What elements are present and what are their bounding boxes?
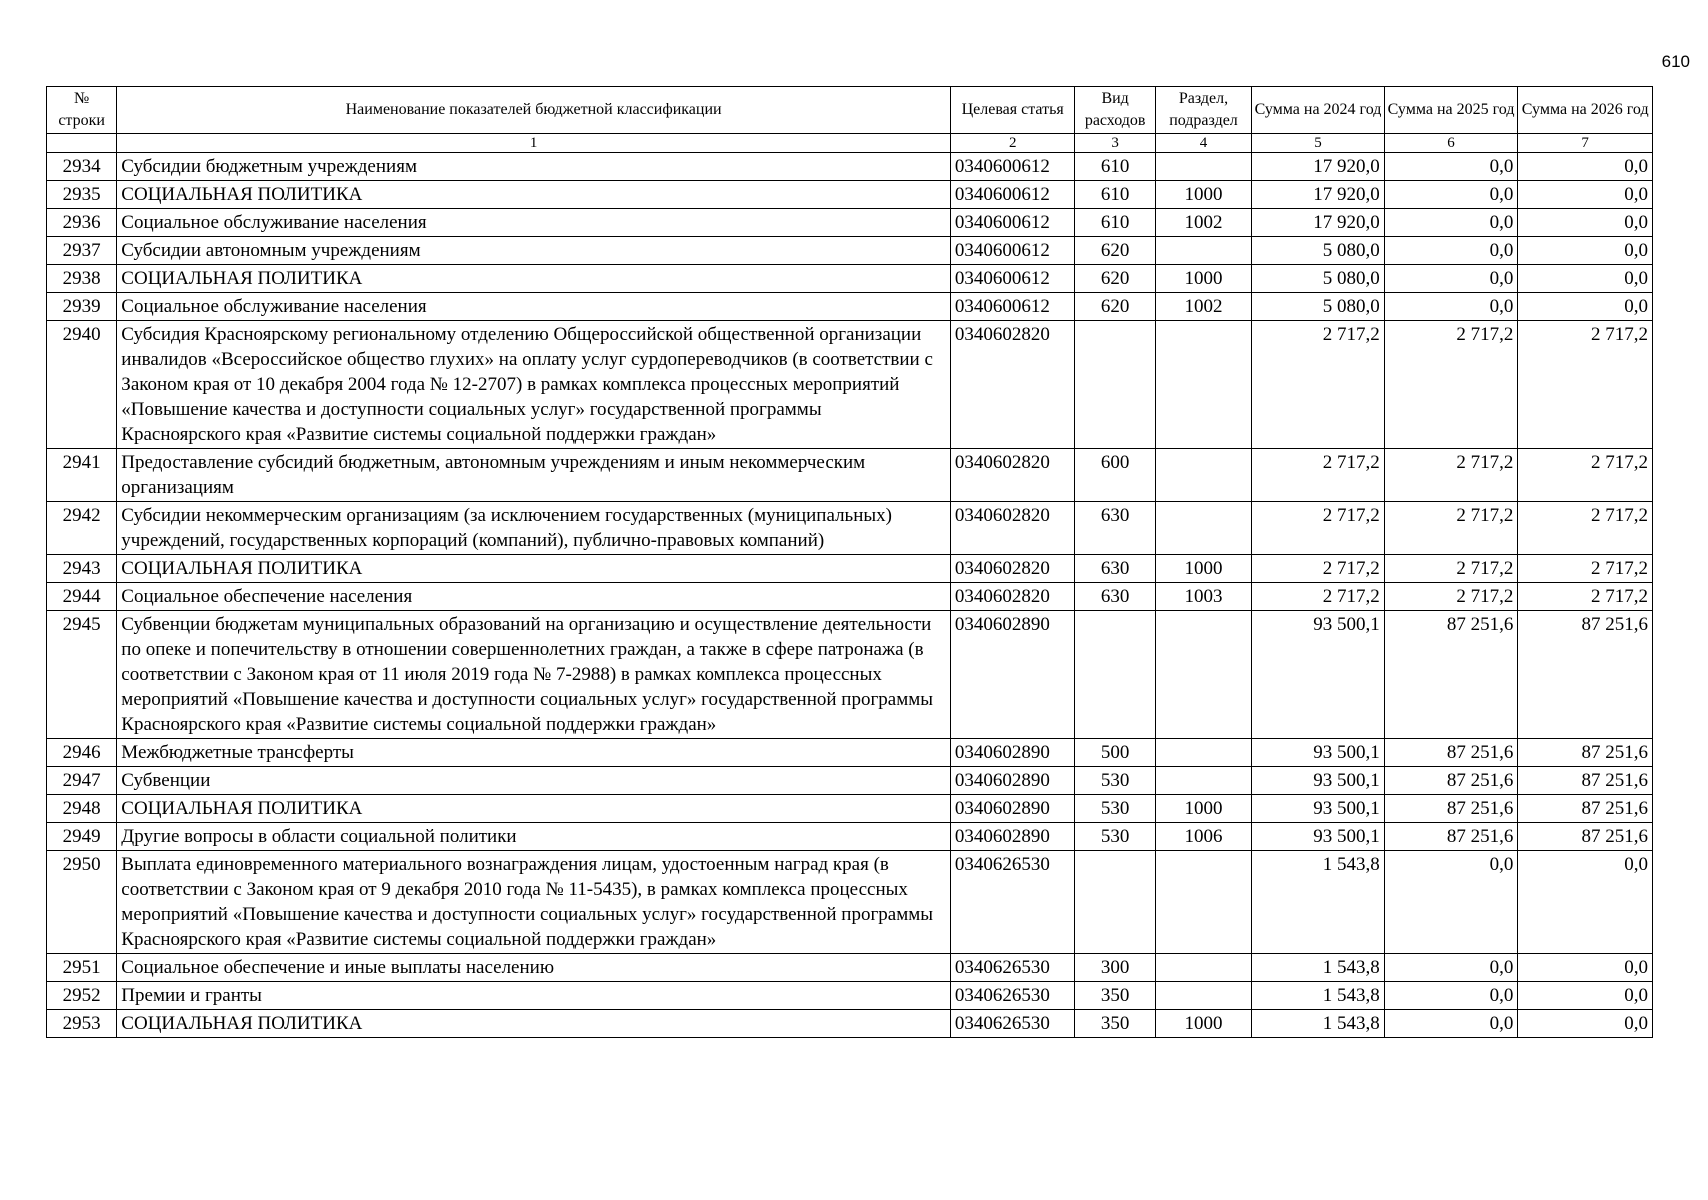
sum-2025: 87 251,6 xyxy=(1384,823,1518,851)
expense-type: 610 xyxy=(1075,209,1155,237)
sum-2025: 2 717,2 xyxy=(1384,583,1518,611)
sum-2025: 87 251,6 xyxy=(1384,611,1518,739)
sum-2024: 5 080,0 xyxy=(1252,237,1385,265)
target-article: 0340602890 xyxy=(950,767,1075,795)
expense-type: 630 xyxy=(1075,502,1155,555)
row-number: 2940 xyxy=(47,321,117,449)
indicator-name: Предоставление субсидий бюджетным, автономным учреждениям и иным некоммерческим организациям xyxy=(117,449,951,502)
table-row xyxy=(47,265,1653,293)
column-number: 2 xyxy=(950,134,1075,153)
target-article: 0340602890 xyxy=(950,611,1075,739)
indicator-name: Субсидия Красноярскому региональному отделению Общероссийской общественной организации инвалидов «Всероссийское общество глухих» на оплату услуг сурдопереводчиков (в соответствии с Законом края от 10 декабря 2004 года № 12-2707) в рамках комплекса процессных мероприятий «Повышение качества и доступности социальных услуг» государственной программы Красноярского края «Развитие системы социальной поддержки граждан» xyxy=(117,321,951,449)
sum-2026: 2 717,2 xyxy=(1518,449,1653,502)
sum-2025: 0,0 xyxy=(1384,982,1518,1010)
section-code: 1000 xyxy=(1155,265,1251,293)
sum-2025: 0,0 xyxy=(1384,851,1518,954)
expense-type: 620 xyxy=(1075,237,1155,265)
section-code xyxy=(1155,611,1251,739)
expense-type: 620 xyxy=(1075,265,1155,293)
expense-type: 350 xyxy=(1075,1010,1155,1038)
sum-2026: 0,0 xyxy=(1518,851,1653,954)
expense-type: 610 xyxy=(1075,181,1155,209)
sum-2024: 2 717,2 xyxy=(1252,321,1385,449)
table-row xyxy=(47,293,1653,321)
header-name: Наименование показателей бюджетной классификации xyxy=(117,87,951,134)
section-code xyxy=(1155,237,1251,265)
header-sum-2024: Сумма на 2024 год xyxy=(1252,87,1385,134)
sum-2026: 87 251,6 xyxy=(1518,823,1653,851)
sum-2026: 2 717,2 xyxy=(1518,583,1653,611)
section-code xyxy=(1155,321,1251,449)
section-code xyxy=(1155,502,1251,555)
sum-2025: 0,0 xyxy=(1384,237,1518,265)
table-row xyxy=(47,1010,1653,1038)
table-row xyxy=(47,181,1653,209)
indicator-name: Субвенции бюджетам муниципальных образований на организацию и осуществление деятельности по опеке и попечительству в отношении совершеннолетних граждан, а также в сфере патронажа (в соответствии с Законом края от 11 июля 2019 года № 7-2988) в рамках комплекса процессных мероприятий «Повышение качества и доступности социальных услуг» государственной программы Красноярского края «Развитие системы социальной поддержки граждан» xyxy=(117,611,951,739)
table-row xyxy=(47,555,1653,583)
target-article: 0340600612 xyxy=(950,209,1075,237)
row-number: 2946 xyxy=(47,739,117,767)
indicator-name: Социальное обеспечение населения xyxy=(117,583,951,611)
sum-2026: 0,0 xyxy=(1518,181,1653,209)
row-number: 2951 xyxy=(47,954,117,982)
sum-2024: 5 080,0 xyxy=(1252,293,1385,321)
sum-2024: 5 080,0 xyxy=(1252,265,1385,293)
sum-2026: 2 717,2 xyxy=(1518,555,1653,583)
section-code: 1000 xyxy=(1155,1010,1251,1038)
header-row xyxy=(47,87,1653,134)
row-number: 2943 xyxy=(47,555,117,583)
row-number: 2953 xyxy=(47,1010,117,1038)
budget-table xyxy=(46,86,1653,1038)
indicator-name: СОЦИАЛЬНАЯ ПОЛИТИКА xyxy=(117,795,951,823)
sum-2026: 0,0 xyxy=(1518,982,1653,1010)
sum-2025: 0,0 xyxy=(1384,954,1518,982)
table-row xyxy=(47,823,1653,851)
indicator-name: СОЦИАЛЬНАЯ ПОЛИТИКА xyxy=(117,555,951,583)
sum-2026: 87 251,6 xyxy=(1518,795,1653,823)
expense-type xyxy=(1075,851,1155,954)
row-number: 2936 xyxy=(47,209,117,237)
sum-2024: 2 717,2 xyxy=(1252,555,1385,583)
section-code: 1002 xyxy=(1155,293,1251,321)
row-number: 2952 xyxy=(47,982,117,1010)
table-row xyxy=(47,767,1653,795)
target-article: 0340602820 xyxy=(950,321,1075,449)
section-code xyxy=(1155,449,1251,502)
section-code: 1000 xyxy=(1155,181,1251,209)
target-article: 0340600612 xyxy=(950,265,1075,293)
row-number: 2937 xyxy=(47,237,117,265)
sum-2025: 87 251,6 xyxy=(1384,739,1518,767)
indicator-name: Межбюджетные трансферты xyxy=(117,739,951,767)
table-row xyxy=(47,321,1653,449)
table-header xyxy=(47,87,1653,153)
sum-2026: 0,0 xyxy=(1518,209,1653,237)
section-code xyxy=(1155,982,1251,1010)
target-article: 0340600612 xyxy=(950,293,1075,321)
sum-2026: 87 251,6 xyxy=(1518,767,1653,795)
sum-2026: 0,0 xyxy=(1518,153,1653,181)
sum-2024: 93 500,1 xyxy=(1252,795,1385,823)
page-number: 610 xyxy=(1661,52,1690,71)
sum-2025: 87 251,6 xyxy=(1384,767,1518,795)
expense-type: 600 xyxy=(1075,449,1155,502)
table-row xyxy=(47,209,1653,237)
indicator-name: Социальное обслуживание населения xyxy=(117,209,951,237)
row-number: 2948 xyxy=(47,795,117,823)
table-row xyxy=(47,583,1653,611)
row-number: 2941 xyxy=(47,449,117,502)
indicator-name: Субсидии некоммерческим организациям (за исключением государственных (муниципальных) учреждений, государственных корпораций (компаний), публично-правовых компаний) xyxy=(117,502,951,555)
section-code xyxy=(1155,767,1251,795)
table-row xyxy=(47,954,1653,982)
row-number: 2939 xyxy=(47,293,117,321)
sum-2026: 0,0 xyxy=(1518,237,1653,265)
sum-2025: 0,0 xyxy=(1384,153,1518,181)
sum-2024: 2 717,2 xyxy=(1252,583,1385,611)
target-article: 0340602820 xyxy=(950,502,1075,555)
sum-2024: 1 543,8 xyxy=(1252,982,1385,1010)
column-number: 5 xyxy=(1252,134,1385,153)
section-code: 1003 xyxy=(1155,583,1251,611)
row-number: 2945 xyxy=(47,611,117,739)
target-article: 0340626530 xyxy=(950,954,1075,982)
sum-2026: 0,0 xyxy=(1518,1010,1653,1038)
indicator-name: Выплата единовременного материального вознаграждения лицам, удостоенным наград края (в соответствии с Законом края от 9 декабря 2010 года № 11-5435), в рамках комплекса процессных мероприятий «Повышение качества и доступности социальных услуг» государственной программы Красноярского края «Развитие системы социальной поддержки граждан» xyxy=(117,851,951,954)
sum-2024: 2 717,2 xyxy=(1252,502,1385,555)
target-article: 0340602820 xyxy=(950,555,1075,583)
section-code xyxy=(1155,739,1251,767)
section-code: 1000 xyxy=(1155,555,1251,583)
indicator-name: Социальное обеспечение и иные выплаты населению xyxy=(117,954,951,982)
row-number: 2942 xyxy=(47,502,117,555)
expense-type: 530 xyxy=(1075,823,1155,851)
sum-2025: 0,0 xyxy=(1384,1010,1518,1038)
sum-2025: 0,0 xyxy=(1384,265,1518,293)
column-number: 4 xyxy=(1155,134,1251,153)
expense-type: 630 xyxy=(1075,555,1155,583)
header-target-article: Целевая статья xyxy=(950,87,1075,134)
table-body xyxy=(47,153,1653,1038)
section-code xyxy=(1155,153,1251,181)
table-row xyxy=(47,449,1653,502)
section-code: 1002 xyxy=(1155,209,1251,237)
expense-type xyxy=(1075,321,1155,449)
expense-type: 630 xyxy=(1075,583,1155,611)
target-article: 0340602820 xyxy=(950,583,1075,611)
target-article: 0340626530 xyxy=(950,851,1075,954)
sum-2024: 93 500,1 xyxy=(1252,611,1385,739)
table-row xyxy=(47,611,1653,739)
sum-2026: 87 251,6 xyxy=(1518,739,1653,767)
table-row xyxy=(47,237,1653,265)
sum-2026: 2 717,2 xyxy=(1518,502,1653,555)
header-section: Раздел, подраздел xyxy=(1155,87,1251,134)
sum-2025: 2 717,2 xyxy=(1384,449,1518,502)
sum-2024: 1 543,8 xyxy=(1252,1010,1385,1038)
expense-type xyxy=(1075,611,1155,739)
row-number: 2947 xyxy=(47,767,117,795)
header-expense-type: Вид расходов xyxy=(1075,87,1155,134)
column-number xyxy=(47,134,117,153)
target-article: 0340602820 xyxy=(950,449,1075,502)
table-row xyxy=(47,739,1653,767)
row-number: 2944 xyxy=(47,583,117,611)
indicator-name: Субвенции xyxy=(117,767,951,795)
sum-2025: 0,0 xyxy=(1384,293,1518,321)
target-article: 0340600612 xyxy=(950,181,1075,209)
table-row xyxy=(47,851,1653,954)
sum-2024: 1 543,8 xyxy=(1252,851,1385,954)
sum-2026: 0,0 xyxy=(1518,265,1653,293)
target-article: 0340602890 xyxy=(950,823,1075,851)
header-row-number: № строки xyxy=(47,87,117,134)
table-row xyxy=(47,982,1653,1010)
expense-type: 530 xyxy=(1075,767,1155,795)
indicator-name: Социальное обслуживание населения xyxy=(117,293,951,321)
indicator-name: СОЦИАЛЬНАЯ ПОЛИТИКА xyxy=(117,181,951,209)
sum-2026: 2 717,2 xyxy=(1518,321,1653,449)
header-sum-2026: Сумма на 2026 год xyxy=(1518,87,1653,134)
sum-2025: 2 717,2 xyxy=(1384,321,1518,449)
sum-2026: 0,0 xyxy=(1518,293,1653,321)
indicator-name: Субсидии бюджетным учреждениям xyxy=(117,153,951,181)
expense-type: 500 xyxy=(1075,739,1155,767)
sum-2024: 93 500,1 xyxy=(1252,823,1385,851)
expense-type: 350 xyxy=(1075,982,1155,1010)
column-number-row xyxy=(47,134,1653,153)
sum-2024: 2 717,2 xyxy=(1252,449,1385,502)
sum-2026: 87 251,6 xyxy=(1518,611,1653,739)
sum-2025: 2 717,2 xyxy=(1384,555,1518,583)
target-article: 0340600612 xyxy=(950,153,1075,181)
indicator-name: СОЦИАЛЬНАЯ ПОЛИТИКА xyxy=(117,265,951,293)
target-article: 0340626530 xyxy=(950,982,1075,1010)
row-number: 2934 xyxy=(47,153,117,181)
section-code: 1000 xyxy=(1155,795,1251,823)
indicator-name: Премии и гранты xyxy=(117,982,951,1010)
target-article: 0340602890 xyxy=(950,739,1075,767)
indicator-name: Субсидии автономным учреждениям xyxy=(117,237,951,265)
table-row xyxy=(47,502,1653,555)
table-row xyxy=(47,153,1653,181)
sum-2024: 17 920,0 xyxy=(1252,153,1385,181)
sum-2025: 0,0 xyxy=(1384,209,1518,237)
sum-2024: 1 543,8 xyxy=(1252,954,1385,982)
expense-type: 620 xyxy=(1075,293,1155,321)
row-number: 2938 xyxy=(47,265,117,293)
expense-type: 300 xyxy=(1075,954,1155,982)
row-number: 2935 xyxy=(47,181,117,209)
header-sum-2025: Сумма на 2025 год xyxy=(1384,87,1518,134)
sum-2024: 93 500,1 xyxy=(1252,767,1385,795)
target-article: 0340602890 xyxy=(950,795,1075,823)
column-number: 7 xyxy=(1518,134,1653,153)
column-number: 1 xyxy=(117,134,951,153)
sum-2024: 17 920,0 xyxy=(1252,209,1385,237)
target-article: 0340600612 xyxy=(950,237,1075,265)
column-number: 6 xyxy=(1384,134,1518,153)
column-number: 3 xyxy=(1075,134,1155,153)
sum-2025: 87 251,6 xyxy=(1384,795,1518,823)
indicator-name: СОЦИАЛЬНАЯ ПОЛИТИКА xyxy=(117,1010,951,1038)
row-number: 2950 xyxy=(47,851,117,954)
sum-2026: 0,0 xyxy=(1518,954,1653,982)
row-number: 2949 xyxy=(47,823,117,851)
sum-2025: 2 717,2 xyxy=(1384,502,1518,555)
target-article: 0340626530 xyxy=(950,1010,1075,1038)
expense-type: 610 xyxy=(1075,153,1155,181)
sum-2024: 93 500,1 xyxy=(1252,739,1385,767)
section-code xyxy=(1155,954,1251,982)
sum-2024: 17 920,0 xyxy=(1252,181,1385,209)
section-code: 1006 xyxy=(1155,823,1251,851)
table-row xyxy=(47,795,1653,823)
expense-type: 530 xyxy=(1075,795,1155,823)
section-code xyxy=(1155,851,1251,954)
sum-2025: 0,0 xyxy=(1384,181,1518,209)
indicator-name: Другие вопросы в области социальной политики xyxy=(117,823,951,851)
